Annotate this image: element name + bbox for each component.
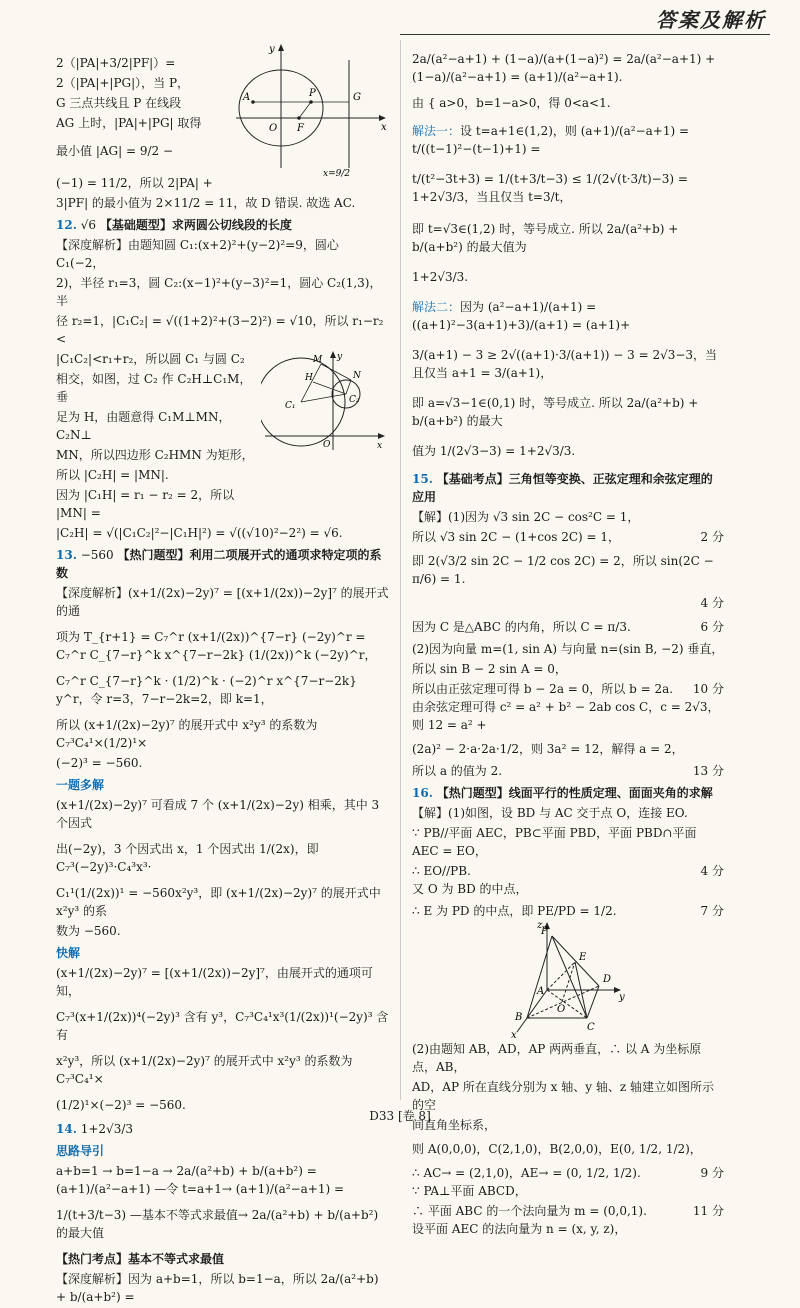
score: 9 分 (700, 1166, 724, 1180)
text-line: 则 A(0,0,0)，C(2,1,0)，B(2,0,0)，E(0, 1/2, 1/2)， (412, 1142, 702, 1156)
text-line: 3|PF| 的最小值为 2×11/2 = 11，故 D 错误. 故选 AC. (56, 196, 356, 210)
text-line: (2)由题知 AB，AD，AP 两两垂直，∴ 以 A 为坐标原点，AB， (412, 1042, 702, 1074)
column-divider (400, 40, 401, 1100)
text-line: (2a)² − 2·a·2a·1/2，则 3a² = 12，解得 a = 2， (412, 742, 684, 756)
text-line: 2（|PA|+3/2|PF|）= (56, 56, 176, 70)
fig-label-line: x=9/2 (323, 169, 351, 179)
score: 2 分 (700, 530, 724, 544)
text-line: (−1) = 11/2，所以 2|PA| + (56, 176, 213, 190)
text-line: C₇³(x+1/(2x))⁴(−2y)³ 含有 y³，C₇³C₄¹x³(1/(2x))¹(−2y)³ 含有 (56, 1010, 389, 1042)
text-line: t/(t²−3t+3) = 1/(t+3/t−3) ≤ 1/(2√(t·3/t)−3) = 1+2√3/3，当且仅当 t=3/t， (412, 172, 688, 204)
text-line: 设平面 AEC 的法向量为 n = (x, y, z)， (412, 1222, 627, 1236)
text-line: G 三点共线且 P 在线段 (56, 96, 182, 110)
fig-label-x: x (377, 441, 383, 451)
fig-label-c: C (587, 1022, 595, 1033)
text-line: 项为 T_{r+1} = C₇^r (x+1/(2x))^{7−r} (−2y)^r = C₇^r C_{7−r}^k x^{7−r−2k} (1/(2x))^k (−2y)^r， (56, 630, 377, 662)
text-line: 即 2(√3/2 sin 2C − 1/2 cos 2C) = 2，所以 sin(2C − π/6) = 1. (412, 554, 714, 586)
fig-label-y: y (269, 44, 275, 55)
text-line: 3/(a+1) − 3 ≥ 2√((a+1)·3/(a+1)) − 3 = 2√3−3，当且仅当 a+1 = 3/(a+1)， (412, 348, 718, 380)
text-line: ∵ PA⊥平面 ABCD， (412, 1184, 527, 1198)
fig-label-o: O (323, 440, 331, 450)
text-line: ∴ AC→ = (2,1,0)，AE→ = (0, 1/2, 1/2). (412, 1166, 641, 1180)
text-line: 所以 (x+1/(2x)−2y)⁷ 的展开式中 x²y³ 的系数为 C₇³C₄¹×(1/2)¹× (56, 718, 318, 750)
fig-label-a: A (243, 92, 251, 103)
text-line: 【解】(1)因为 √3 sin 2C − cos²C = 1， (412, 510, 640, 524)
text-line: 足为 H，由题意得 C₁M⊥MN，C₂N⊥ (56, 410, 231, 442)
question-number: 13. (56, 548, 77, 562)
text-line: 因为 (a²−a+1)/(a+1) = ((a+1)²−3(a+1)+3)/(a+1) = (a+1)+ (412, 300, 631, 332)
text-line: 所以 √3 sin 2C − (1+cos 2C) = 1， (412, 530, 621, 544)
score: 11 分 (692, 1204, 724, 1218)
text-line: 间直角坐标系， (412, 1118, 497, 1132)
text-line: AD，AP 所在直线分别为 x 轴、y 轴、z 轴建立如图所示的空 (412, 1080, 714, 1112)
answer: 1+2√3/3 (80, 1122, 134, 1136)
method-one-label: 解法一： (412, 124, 461, 138)
text-line: 【深度解析】因为 a+b=1，所以 b=1−a，所以 2a/(a²+b) + b/(a+b²) = (56, 1272, 379, 1304)
fig-label-c2: C₂ (349, 395, 360, 405)
text-line: 所以由正弦定理可得 b − 2a = 0，所以 b = 2a. (412, 682, 674, 696)
text-line: 【深度解析】由题知圆 C₁:(x+2)²+(y−2)²=9，圆心 C₁(−2， (56, 238, 339, 270)
text-line: ∴ E 为 PD 的中点，即 PE/PD = 1/2. (412, 904, 617, 918)
method-two-label: 解法二： (412, 300, 461, 314)
text-line: 又 O 为 BD 的中点， (412, 882, 528, 896)
fig-label-y: y (337, 352, 343, 362)
question-number: 15. (412, 472, 433, 486)
text-line: 相交，如图，过 C₂ 作 C₂H⊥C₁M，垂 (56, 372, 252, 404)
score: 7 分 (700, 904, 724, 918)
text-line: a+b=1 → b=1−a → 2a/(a²+b) + b/(a+b²) = (a+1)/(a²−a+1) —令 t=a+1→ (a+1)/(a²−a+1) = (56, 1164, 345, 1196)
page-number: D33 [卷 8] (369, 1109, 431, 1123)
subheading-quick-solution: 快解 (56, 946, 81, 960)
score: 13 分 (692, 764, 724, 778)
circles-figure (261, 350, 386, 458)
question-tag: 【热门考点】基本不等式求最值 (56, 1252, 225, 1266)
question-number: 16. (412, 786, 433, 800)
text-line: 2)，半径 r₁=3，圆 C₂:(x−1)²+(y−3)²=1，圆心 C₂(1,3)，半 (56, 276, 382, 308)
fig-label-h: H (305, 373, 313, 383)
text-line: 值为 1/(2√3−3) = 1+2√3/3. (412, 444, 576, 458)
score: 6 分 (700, 620, 724, 634)
text-line: C₇^r C_{7−r}^k · (1/2)^k · (−2)^r x^{7−r−2k} y^r，令 r=3，7−r−2k=2，即 k=1， (56, 674, 357, 706)
fig-label-p: P (541, 926, 548, 937)
answer: −560 (80, 548, 114, 562)
fig-label-m: M (313, 355, 323, 365)
text-line: 数为 −560. (56, 924, 121, 938)
text-line: (1/2)¹×(−2)³ = −560. (56, 1098, 186, 1112)
text-line: |C₂H| = √(|C₁C₂|²−|C₁H|²) = √((√10)²−2²) = √6. (56, 526, 343, 540)
text-line: 所以 a 的值为 2. (412, 764, 503, 778)
text-line: 由 { a>0，b=1−a>0，得 0<a<1. (412, 96, 611, 110)
fig-label-x: x (511, 1030, 517, 1040)
text-line: 设 t=a+1∈(1,2)，则 (a+1)/(a²−a+1) = t/((t−1)²−(t−1)+1) = (412, 124, 690, 156)
text-line: 即 a=√3−1∈(0,1) 时，等号成立. 所以 2a/(a²+b) + b/(a+b²) 的最大 (412, 396, 699, 428)
text-line: 2a/(a²−a+1) + (1−a)/(a+(1−a)²) = 2a/(a²−a+1) + (1−a)/(a²−a+1) = (a+1)/(a²−a+1). (412, 52, 716, 84)
fig-label-g: G (353, 92, 361, 103)
text-line: ∴ 平面 ABC 的一个法向量为 m = (0,0,1). (412, 1204, 647, 1218)
question-number: 14. (56, 1122, 77, 1136)
pyramid-figure (412, 920, 724, 1040)
text-line: (x+1/(2x)−2y)⁷ 可看成 7 个 (x+1/(2x)−2y) 相乘，其中 3 个因式 (56, 798, 380, 830)
score: 4 分 (700, 864, 724, 878)
text-line: 1/(t+3/t−3) —基本不等式求最值→ 2a/(a²+b) + b/(a+b²) 的最大值 (56, 1208, 379, 1240)
fig-label-o: O (557, 1004, 566, 1015)
fig-label-z: z (537, 920, 543, 931)
text-line: C₁¹(1/(2x))¹ = −560x²y³，即 (x+1/(2x)−2y)⁷ 的展开式中 x²y³ 的系 (56, 886, 381, 918)
text-line: AG 上时，|PA|+|PG| 取得 (56, 116, 202, 130)
fig-label-o: O (269, 123, 278, 134)
question-number: 12. (56, 218, 77, 232)
fig-label-x: x (381, 122, 387, 133)
fig-label-f: F (297, 123, 304, 134)
text-line: (2)因为向量 m=(1, sin A) 与向量 n=(sin B, −2) 垂直， (412, 642, 724, 656)
text-line: |C₁C₂|<r₁+r₂，所以圆 C₁ 与圆 C₂ (56, 352, 245, 366)
fig-label-b: B (515, 1012, 523, 1023)
text-line: x²y³，所以 (x+1/(2x)−2y)⁷ 的展开式中 x²y³ 的系数为 C₇³C₄¹× (56, 1054, 353, 1086)
fig-label-n: N (353, 371, 361, 381)
text-line: 由余弦定理可得 c² = a² + b² − 2ab cos C，c = 2√3，则 12 = a² + (412, 700, 720, 732)
text-line: 2（|PA|+|PG|），当 P， (56, 76, 190, 90)
fig-label-a: A (537, 986, 545, 997)
fig-label-y: y (619, 992, 625, 1003)
text-line: 【深度解析】(x+1/(2x)−2y)⁷ = [(x+1/(2x))−2y]⁷ 的展开式的通 (56, 586, 389, 618)
score: 4 分 (700, 596, 724, 610)
text-line: MN，所以四边形 C₂HMN 为矩形， (56, 448, 254, 462)
answer: √6 (80, 218, 96, 232)
subheading-idea-guide: 思路导引 (56, 1144, 105, 1158)
header-rule (400, 34, 770, 35)
question-tag: 【基础题型】求两圆公切线段的长度 (99, 218, 292, 232)
question-tag: 【热门题型】利用二项展开式的通项求特定项的系数 (56, 548, 382, 580)
subheading-multi-solution: 一题多解 (56, 778, 105, 792)
text-line: 因为 |C₁H| = r₁ − r₂ = 2，所以 |MN| = (56, 488, 235, 520)
text-line: ∵ PB//平面 AEC，PB⊂平面 PBD，平面 PBD∩平面 AEC = EO， (412, 826, 697, 858)
fig-label-d: D (603, 974, 612, 985)
text-line: (x+1/(2x)−2y)⁷ = [(x+1/(2x))−2y]⁷，由展开式的通项可知， (56, 966, 373, 998)
fig-label-c1: C₁ (285, 401, 296, 411)
right-column (412, 40, 724, 1240)
text-line: 【解】(1)如图，设 BD 与 AC 交于点 O，连接 EO. (412, 806, 688, 820)
question-tag: 【热门题型】线面平行的性质定理、面面夹角的求解 (436, 786, 713, 800)
fig-label-e: E (579, 952, 587, 963)
text-line: ∴ EO//PB. (412, 864, 471, 878)
score: 10 分 (692, 682, 724, 696)
text-line: 径 r₂=1，|C₁C₂| = √((1+2)²+(3−2)²) = √10，所以 r₁−r₂ < (56, 314, 384, 346)
fig-label-p: P (309, 88, 316, 99)
header-title: 答案及解析 (656, 8, 766, 32)
text-line: 即 t=√3∈(1,2) 时，等号成立. 所以 2a/(a²+b) + b/(a+b²) 的最大值为 (412, 222, 679, 254)
ellipse-figure (231, 40, 391, 180)
text-line: 最小值 |AG| = 9/2 − (56, 144, 174, 158)
text-line: 出(−2y)，3 个因式出 x，1 个因式出 1/(2x)，即 C₇³(−2y)³·C₄³x³· (56, 842, 319, 874)
text-line: 1+2√3/3. (412, 270, 469, 284)
text-line: (−2)³ = −560. (56, 756, 143, 770)
question-tag: 【基础考点】三角恒等变换、正弦定理和余弦定理的应用 (412, 472, 713, 504)
text-line: 所以 |C₂H| = |MN|. (56, 468, 169, 482)
text-line: 所以 sin B − 2 sin A = 0， (412, 662, 567, 676)
text-line: 因为 C 是△ABC 的内角，所以 C = π/3. (412, 620, 631, 634)
